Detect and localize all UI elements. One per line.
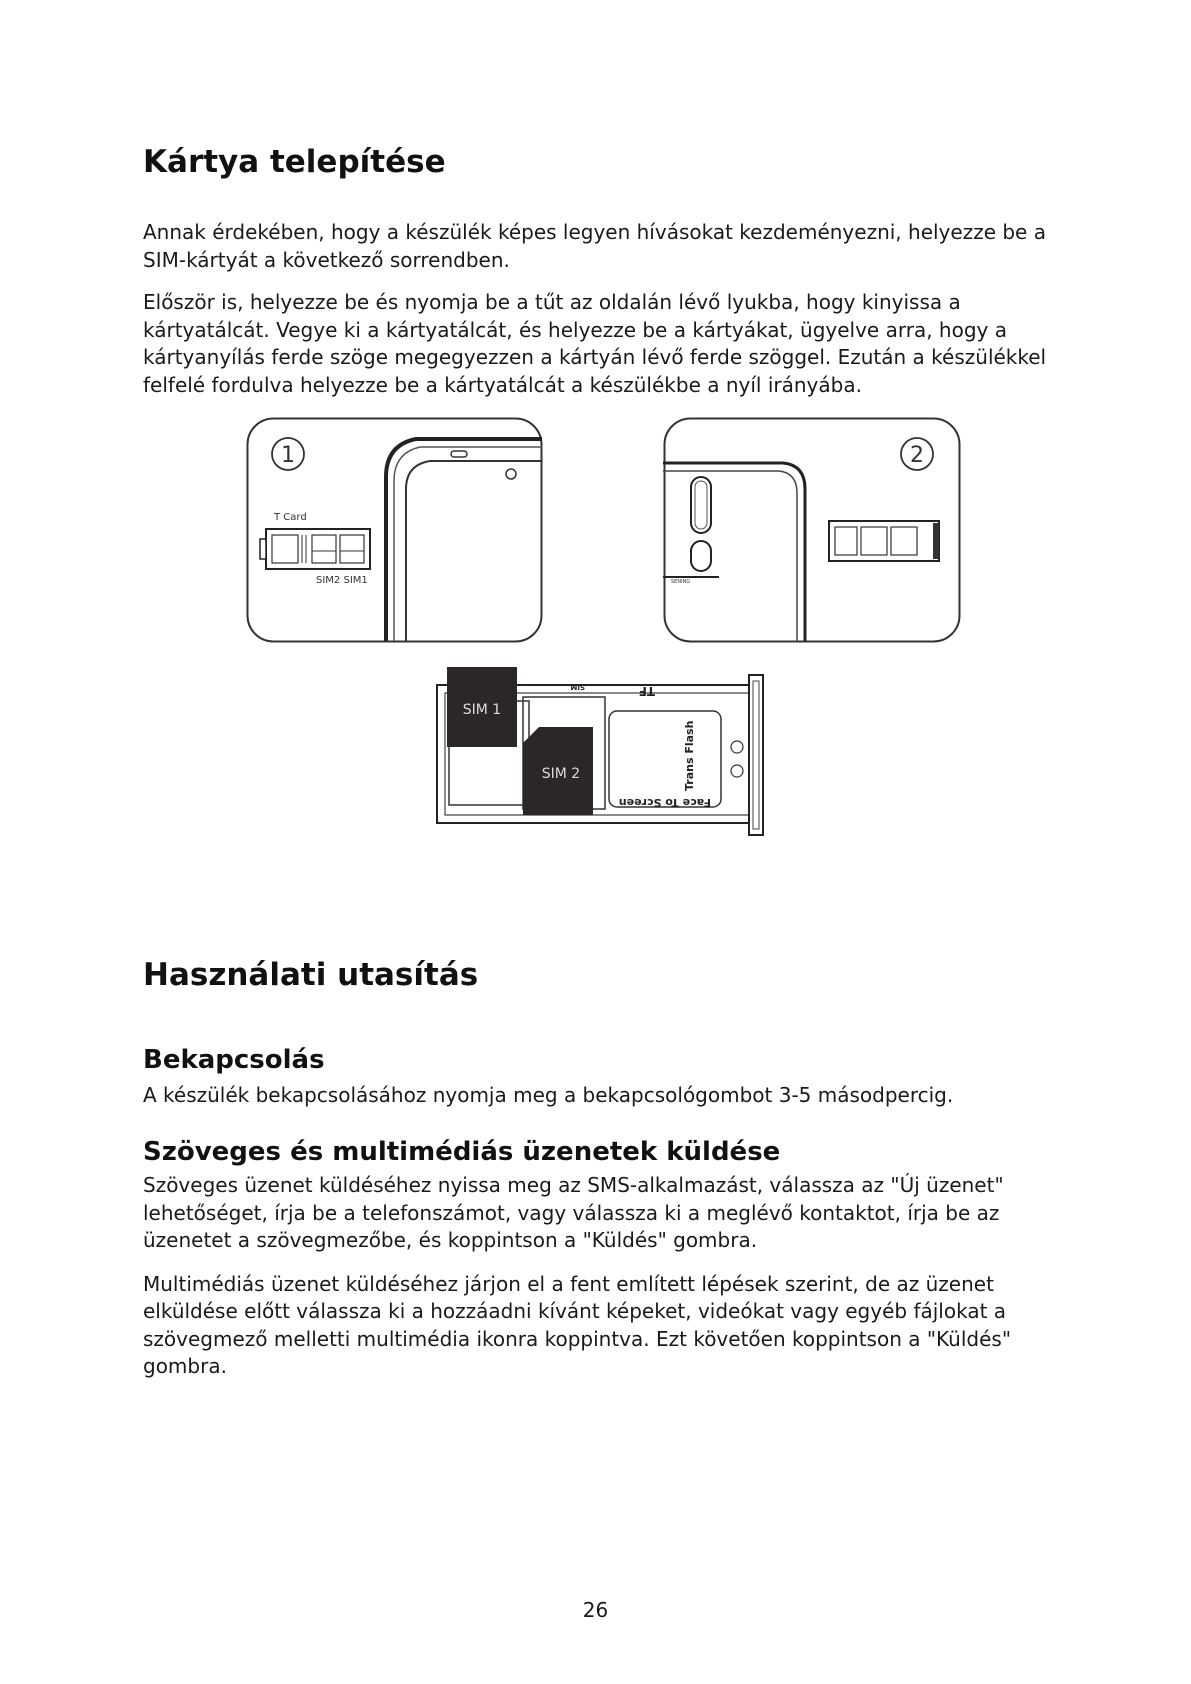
figure-step-1 [246, 417, 543, 643]
heading-messages: Szöveges és multimédiás üzenetek küldése [143, 1136, 781, 1167]
paragraph-instructions: Először is, helyezze be és nyomja be a tűt az oldalán lévő lyukba, hogy kinyissa a kártyatálcát. Vegye ki a kártyatálcát, és helyezze be a kártyákat, ügyelve arra, hogy a kártyanyílás ferde szöge megegyezzen a kártyán lévő ferde szöggel. Ezután a készülékkel felfelé fordulva helyezze be a kártyatálcát a készülékbe a nyíl irányába. [143, 290, 1047, 397]
paragraph-mms: Multimédiás üzenet küldéséhez járjon el a fent említett lépések szerint, de az üzenet elküldése előtt válassza ki a hozzáadni kívánt képeket, videókat vagy egyéb fájlokat a szövegmező melletti multimédia ikonra koppintva. Ezt követően koppintson a "Küldés" gombra. [143, 1271, 1012, 1379]
side-brand-text: SENING [671, 579, 691, 586]
figure-step-2 [663, 417, 961, 643]
sim2-label: SIM 2 [541, 766, 581, 783]
sim-install-figures [143, 417, 1063, 887]
tcard-label: T Card [274, 512, 307, 524]
step-1-number: 1 [281, 443, 295, 469]
heading-usage: Használati utasítás [143, 957, 479, 994]
figure-sim-tray-detail [431, 667, 773, 843]
face-to-screen-label: Face To Screen [618, 796, 711, 810]
sim1-label: SIM 1 [462, 702, 502, 719]
page-number: 26 [582, 1598, 609, 1622]
sim-slot-labels: SIM2 SIM1 [316, 575, 368, 587]
sim-small-label: SIM [570, 683, 585, 692]
tf-label: TF [638, 684, 655, 699]
heading-card-install: Kártya telepítése [143, 144, 446, 180]
paragraph-intro: Annak érdekében, hogy a készülék képes legyen hívásokat kezdeményezni, helyezze be a SIM-kártyát a következő sorrendben. [143, 220, 1046, 272]
heading-power-on: Bekapcsolás [143, 1044, 325, 1075]
paragraph-power-on: A készülék bekapcsolásához nyomja meg a bekapcsológombot 3-5 másodpercig. [143, 1083, 954, 1108]
trans-flash-label: Trans Flash [683, 720, 696, 792]
page-content [143, 128, 1063, 1381]
step-2-number: 2 [910, 443, 924, 469]
paragraph-sms: Szöveges üzenet küldéséhez nyissa meg az SMS-alkalmazást, válassza az "Új üzenet" lehetőséget, írja be a telefonszámot, vagy válassza ki a meglévő kontaktot, írja be az üzenetet a szövegmezőbe, és koppintson a "Küldés" gombra. [143, 1173, 1004, 1253]
